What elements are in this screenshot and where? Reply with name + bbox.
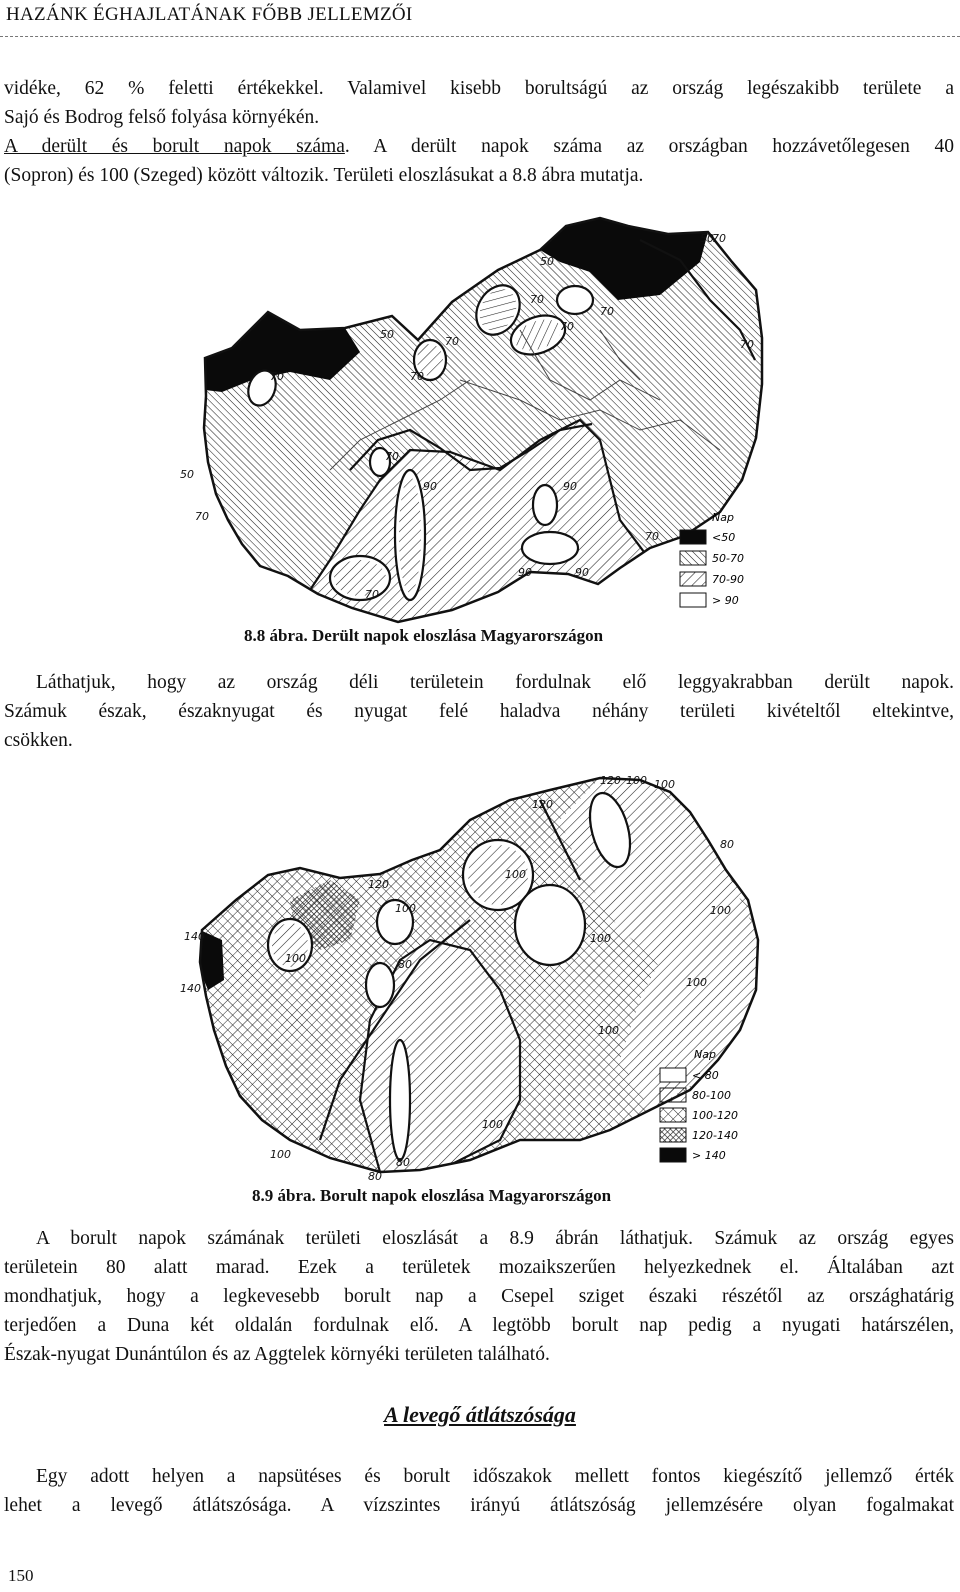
svg-text:80: 80	[368, 1170, 382, 1183]
closing-paragraph	[4, 1462, 954, 1520]
middle-line-3: csökken.	[4, 730, 73, 751]
middle-line-1: Láthatjuk, hogy az ország déli területein fordulnak elő leggyakrabban derült napok.	[36, 672, 954, 693]
svg-text:50: 50	[540, 255, 554, 268]
svg-text:80-100: 80-100	[692, 1089, 731, 1102]
svg-text:50-70: 50-70	[712, 552, 744, 565]
svg-text:50: 50	[380, 328, 394, 341]
bottom-line-3: mondhatjuk, hogy a legkevesebb borult nap a Csepel sziget északi részétől az országhatárig	[4, 1286, 954, 1307]
svg-text:120: 120	[600, 774, 621, 787]
svg-text:80: 80	[398, 958, 412, 971]
svg-text:140: 140	[180, 982, 201, 995]
bottom-line-2: területein 80 alatt marad. Ezek a területek mozaikszerűen helyezkednek el. Általában azt	[4, 1257, 954, 1278]
svg-text:> 140: > 140	[692, 1149, 726, 1162]
intro-line-1: vidéke, 62 % feletti értékekkel. Valamivel kisebb borultságú az ország legészakibb területe a	[4, 78, 954, 99]
bottom-paragraph	[4, 1224, 954, 1369]
svg-text:90: 90	[423, 480, 437, 493]
svg-text:100: 100	[270, 1148, 291, 1161]
svg-text:<50: <50	[712, 531, 736, 544]
svg-text:70: 70	[740, 338, 754, 351]
svg-text:70-90: 70-90	[712, 573, 744, 586]
figure-8-9-caption: 8.9 ábra. Borult napok eloszlása Magyarországon	[252, 1186, 612, 1205]
svg-text:100-120: 100-120	[692, 1109, 738, 1122]
bottom-line-4: terjedően a Duna két oldalán fordulnak elő. A legtöbb borult nap pedig a nyugati határszélen,	[4, 1315, 954, 1336]
closing-line-2: lehet a levegő átlátszósága. A vízszintes irányú átlátszóság jellemzésére olyan fogalmakat	[4, 1495, 954, 1516]
svg-text:100: 100	[285, 952, 306, 965]
svg-text:120-140: 120-140	[692, 1129, 738, 1142]
svg-text:90: 90	[563, 480, 577, 493]
middle-paragraph	[4, 668, 954, 755]
svg-text:70: 70	[645, 530, 659, 543]
svg-text:70: 70	[600, 305, 614, 318]
figure-8-8-caption: 8.8 ábra. Derült napok eloszlása Magyarországon	[244, 626, 604, 645]
svg-text:100: 100	[598, 1024, 619, 1037]
closing-line-1: Egy adott helyen a napsütéses és borult időszakok mellett fontos kiegészítő jellemző érték	[36, 1466, 954, 1487]
intro-line-3-rest: . A derült napok száma az országban hozzávetőlegesen 40	[344, 136, 954, 157]
legend-title: Nap	[694, 1048, 716, 1061]
svg-text:100: 100	[710, 904, 731, 917]
subsection-title: A derült és borult napok száma	[4, 136, 345, 157]
svg-text:70: 70	[410, 370, 424, 383]
svg-text:> 90: > 90	[712, 594, 739, 607]
middle-line-2: Számuk észak, északnyugat és nyugat felé haladva néhány területi kivételtől eltekintve,	[4, 701, 954, 722]
svg-text:90: 90	[518, 566, 532, 579]
svg-text:50: 50	[180, 468, 194, 481]
svg-text:50: 50	[700, 232, 714, 245]
section-heading: A levegő átlátszósága	[384, 1402, 576, 1427]
running-header: HAZÁNK ÉGHAJLATÁNAK FŐBB JELLEMZŐI	[6, 4, 413, 25]
svg-text:70: 70	[195, 510, 209, 523]
svg-text:100: 100	[482, 1118, 503, 1131]
svg-text:100: 100	[654, 778, 675, 791]
svg-text:140: 140	[184, 930, 205, 943]
svg-text:70: 70	[365, 588, 379, 601]
svg-text:120: 120	[368, 878, 389, 891]
bottom-line-5: Észak-nyugat Dunántúlon és az Aggtelek környéki területen található.	[4, 1344, 550, 1365]
svg-text:70: 70	[270, 370, 284, 383]
svg-text:70: 70	[530, 293, 544, 306]
figure-8-8-map	[0, 0, 960, 660]
svg-text:80: 80	[720, 838, 734, 851]
svg-text:70: 70	[445, 335, 459, 348]
intro-line-4: (Sopron) és 100 (Szeged) között változik. Területi eloszlásukat a 8.8 ábra mutatja.	[4, 165, 644, 186]
svg-text:90: 90	[575, 566, 589, 579]
svg-text:100: 100	[395, 902, 416, 915]
bottom-line-1: A borult napok számának területi eloszlását a 8.9 ábrán láthatjuk. Számuk az ország egyes	[36, 1228, 954, 1249]
svg-text:80: 80	[396, 1156, 410, 1169]
legend-title: Nap	[712, 511, 734, 524]
svg-text:100: 100	[626, 774, 647, 787]
svg-text:100: 100	[686, 976, 707, 989]
svg-text:120: 120	[532, 798, 553, 811]
svg-text:< 80: < 80	[692, 1069, 719, 1082]
intro-line-2: Sajó és Bodrog felső folyása környékén.	[4, 107, 320, 128]
svg-text:100: 100	[505, 868, 526, 881]
svg-text:100: 100	[590, 932, 611, 945]
figure-8-9-map	[0, 760, 960, 1190]
svg-text:70: 70	[560, 320, 574, 333]
page-number: 150	[8, 1566, 34, 1585]
svg-text:70: 70	[385, 450, 399, 463]
svg-text:70: 70	[712, 232, 726, 245]
